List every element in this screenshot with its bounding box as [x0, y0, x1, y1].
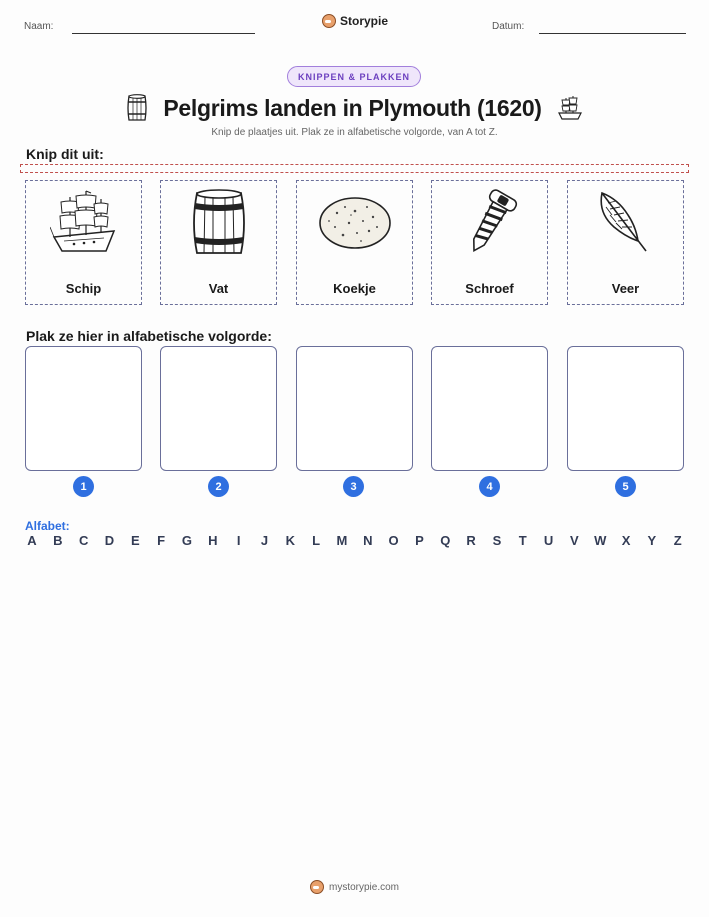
paste-box-4[interactable]	[431, 346, 548, 471]
ship-icon	[50, 187, 118, 259]
card-label: Vat	[208, 281, 229, 296]
alphabet-letter: M	[336, 533, 348, 548]
ship-icon	[556, 94, 584, 122]
alphabet-letter: P	[415, 533, 424, 548]
cut-card-schroef[interactable]	[431, 180, 548, 305]
alphabet-letter: X	[621, 533, 631, 548]
paste-box-5[interactable]	[567, 346, 684, 471]
alphabet-letter: O	[388, 533, 399, 548]
paste-box-3[interactable]	[296, 346, 413, 471]
brand-name: Storypie	[340, 14, 389, 28]
footer-url[interactable]: mystorypie.com	[328, 881, 399, 893]
cut-card-schip[interactable]	[25, 180, 142, 305]
activity-badge: KNIPPEN & PLAKKEN	[287, 66, 421, 87]
instructions: Knip de plaatjes uit. Plak ze in alfabetische volgorde, van A tot Z.	[211, 127, 498, 138]
cookie-icon	[315, 187, 395, 259]
alphabet-letter: U	[543, 533, 554, 548]
alphabet-label: Alfabet:	[25, 519, 70, 533]
cut-card-veer[interactable]	[567, 180, 684, 305]
alphabet-letter: Z	[673, 533, 682, 548]
barrel-icon	[125, 94, 149, 122]
alphabet-letter: B	[53, 533, 63, 548]
position-number: 4	[479, 476, 500, 497]
brand-logo	[322, 14, 388, 28]
alphabet-letter: Q	[440, 533, 451, 548]
alphabet-row	[25, 533, 685, 551]
card-label: Veer	[611, 281, 640, 296]
name-label: Naam:	[24, 21, 54, 32]
alphabet-letter: W	[594, 533, 607, 548]
position-number: 1	[73, 476, 94, 497]
page-title: Pelgrims landen in Plymouth (1620)	[163, 94, 542, 121]
position-number: 5	[615, 476, 636, 497]
mascot-icon	[310, 880, 324, 894]
feather-icon	[592, 187, 660, 259]
alphabet-letter: S	[492, 533, 502, 548]
footer	[0, 880, 709, 894]
alphabet-letter: D	[104, 533, 115, 548]
name-field[interactable]	[72, 33, 255, 34]
alphabet-letter: J	[260, 533, 269, 548]
alphabet-letter: E	[130, 533, 140, 548]
alphabet-letter: C	[78, 533, 89, 548]
position-number: 3	[343, 476, 364, 497]
cut-line	[20, 164, 689, 173]
paste-section-label: Plak ze hier in alfabetische volgorde:	[26, 328, 272, 344]
alphabet-letter: Y	[647, 533, 657, 548]
paste-box-2[interactable]	[160, 346, 277, 471]
alphabet-letter: F	[157, 533, 166, 548]
cut-section-label: Knip dit uit:	[26, 146, 104, 162]
position-number: 2	[208, 476, 229, 497]
cut-card-vat[interactable]	[160, 180, 277, 305]
alphabet-letter: G	[181, 533, 193, 548]
card-label: Schroef	[465, 281, 514, 296]
alphabet-letter: I	[236, 533, 241, 548]
alphabet-letter: R	[466, 533, 476, 548]
alphabet-letter: V	[570, 533, 579, 548]
alphabet-letter: L	[312, 533, 321, 548]
alphabet-letter: H	[208, 533, 218, 548]
screw-icon	[456, 187, 524, 259]
card-label: Schip	[65, 281, 102, 296]
worksheet-header	[0, 0, 709, 50]
cut-card-koekje[interactable]	[296, 180, 413, 305]
date-field[interactable]	[539, 33, 686, 34]
card-label: Koekje	[333, 281, 376, 296]
alphabet-letter: N	[363, 533, 373, 548]
paste-box-1[interactable]	[25, 346, 142, 471]
alphabet-letter: A	[27, 533, 37, 548]
title-row	[0, 90, 709, 126]
barrel-icon	[185, 187, 253, 259]
mascot-icon	[322, 14, 336, 28]
date-label: Datum:	[492, 21, 525, 32]
alphabet-letter: K	[285, 533, 295, 548]
alphabet-letter: T	[518, 533, 527, 548]
